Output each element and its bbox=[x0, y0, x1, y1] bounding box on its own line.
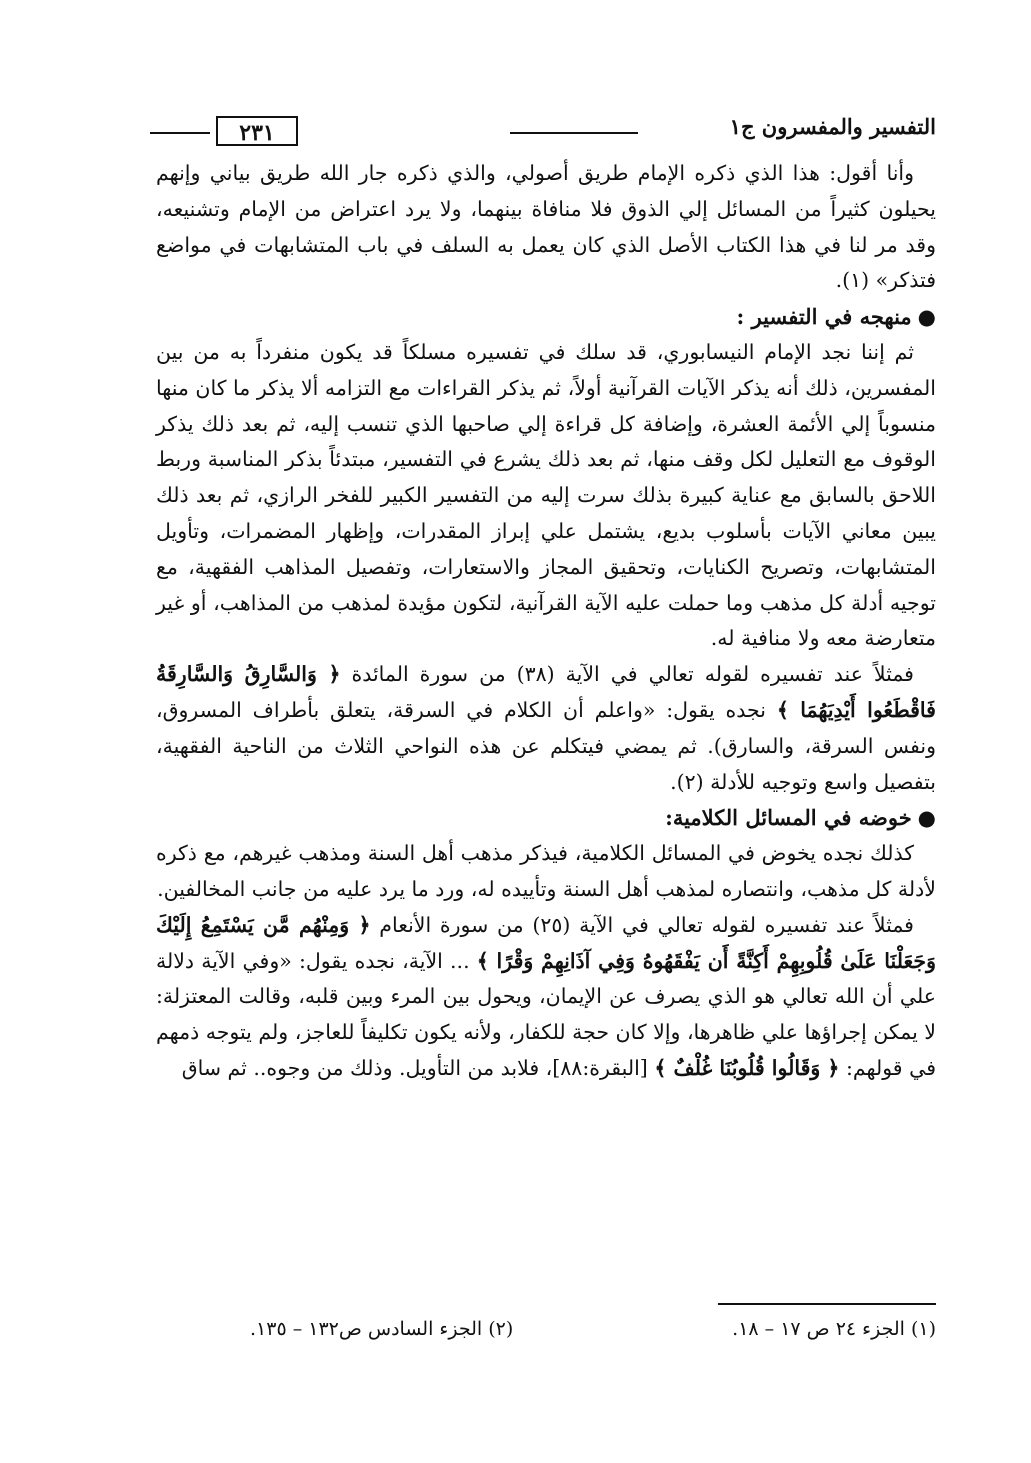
footnotes bbox=[250, 1318, 936, 1340]
paragraph-p3 bbox=[156, 657, 936, 800]
paragraph-p2: ثم إننا نجد الإمام النيسابوري، قد سلك في تفسيره مسلكاً قد يكون منفرداً به من بين المفسرين، ذلك أنه يذكر الآيات القرآنية أولاً، ثم يذكر القراءات مع التزامه ألا يذكر ما كان منها منسوباً إلي الأئمة العشرة، وإضافة كل قراءة إلي صاحبها الذي تنسب إليه، ثم بعد ذلك يذكر الوقوف مع التعليل لكل وقف منها، ثم بعد ذلك يشرع في التفسير، مبتدئاً بذكر المناسبة وربط اللاحق بالسابق مع عناية كبيرة بذلك سرت إليه من التفسير الكبير للفخر الرازي، ثم بعد ذلك يبين معاني الآيات بأسلوب بديع، يشتمل علي إبراز المقدرات، وإظهار المضمرات، وتأويل المتشابهات، وتصريح الكنايات، وتحقيق المجاز والاستعارات، وتفصيل المذاهب الفقهية، مع توجيه أدلة كل مذهب وما حملت عليه الآية القرآنية، لتكون مؤيدة لمذهب من المذاهب، أو غير متعارضة معه ولا منافية له. bbox=[156, 339, 936, 651]
p5-before: فمثلاً عند تفسيره لقوله تعالي في الآية (٢٥) من سورة الأنعام bbox=[379, 912, 914, 937]
paragraph-p5 bbox=[156, 908, 936, 1087]
p3-before: فمثلاً عند تفسيره لقوله تعالي في الآية (٣٨) من سورة المائدة bbox=[351, 662, 914, 687]
bullet-icon: ● bbox=[917, 805, 936, 831]
ayah-quote-maidah: ﴿ وَالسَّارِقُ وَالسَّارِقَةُ فَاقْطَعُوا أَيْدِيَهُمَا ﴾ bbox=[156, 662, 936, 722]
footnote-1: (١) الجزء ٢٤ ص ١٧ – ١٨. bbox=[732, 1318, 936, 1340]
p5-after: [البقرة:٨٨]، فلابد من التأويل. وذلك من وجوه.. ثم ساق bbox=[181, 1055, 648, 1080]
running-header bbox=[150, 112, 936, 152]
p5-middle: ... الآية، نجده يقول: «وفي الآية دلالة علي أن الله تعالي هو الذي يصرف عن الإيمان، ويحول بين المرء وبين قلبه، وقالت المعتزلة: لا يمكن إجراؤها علي ظاهرها، وإلا كان حجة للكفار، ولأنه يكون تكليفاً للعاجز، ولم يتوجه ذمهم في قولهم: bbox=[156, 948, 936, 1080]
running-title: التفسير والمفسرون ج١ bbox=[729, 114, 936, 139]
footnote-2: (٢) الجزء السادس ص١٣٢ – ١٣٥. bbox=[250, 1318, 514, 1340]
header-rule-middle bbox=[510, 132, 638, 134]
subheading-methodology: ●منهجه في التفسير : bbox=[156, 299, 936, 335]
page-number-box bbox=[216, 116, 298, 146]
ayah-quote-baqarah: ﴿ وَقَالُوا قُلُوبُنَا غُلْفٌ ﴾ bbox=[654, 1055, 840, 1080]
footnote-rule bbox=[718, 1303, 936, 1305]
paragraph-p4: كذلك نجده يخوض في المسائل الكلامية، فيذكر مذهب أهل السنة ومذهب غيرهم، مع ذكره لأدلة كل مذهب، وانتصاره لمذهب أهل السنة وتأييده له، ورد ما يرد عليه من جانب المخالفين. bbox=[156, 841, 936, 901]
bullet-icon: ● bbox=[917, 304, 936, 330]
subheading-kalam: ●خوضه في المسائل الكلامية: bbox=[156, 800, 936, 836]
p3-after: نجده يقول: «واعلم أن الكلام في السرقة، يتعلق بأطراف المسروق، ونفس السرقة، والسارق). ثم يمضي فيتكلم عن هذه النواحي الثلاث من الناحية الفقهية، بتفصيل واسع وتوجيه للأدلة (٢). bbox=[156, 697, 936, 794]
header-rule-left bbox=[150, 132, 210, 134]
paragraph-p1: وأنا أقول: هذا الذي ذكره الإمام طريق أصولي، والذي ذكره جار الله طريق بياني وإنهم يحيلون كثيراً من المسائل إلي الذوق فلا منافاة بينهما، ولا يرد اعتراض من الإمام وتشنيعه، وقد مر لنا في هذا الكتاب الأصل الذي كان يعمل به السلف في باب المتشابهات في مواضع فتذكر» (١). bbox=[156, 161, 936, 293]
main-text bbox=[156, 156, 936, 1087]
page-number: ٢٣١ bbox=[239, 120, 275, 146]
ayah-quote-anam: ﴿ وَمِنْهُم مَّن يَسْتَمِعُ إِلَيْكَ وَجَعَلْنَا عَلَىٰ قُلُوبِهِمْ أَكِنَّةً أَن يَفْقَهُوهُ وَفِي آذَانِهِمْ وَقْرًا ﴾ bbox=[156, 912, 936, 973]
